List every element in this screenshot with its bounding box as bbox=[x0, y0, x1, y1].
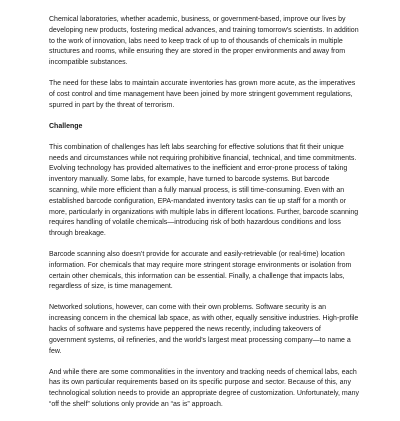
intro-paragraph-1: Chemical laboratories, whether academic, business, or government-based, improve our lives by developing new products, fostering medical advances, and training tomorrow’s scientists. In addition to the work of innovation, labs need to keep track of up to of thousands of chemicals in multiple structures and rooms, while ensuring they are stored in the proper environments and away from incompatible substances. bbox=[49, 16, 359, 67]
intro-paragraph-2: The need for these labs to maintain accurate inventories has grown more acute, as the imperatives of cost control and time management have been joined by more stringent government regulations, spurred in part by the threat of terrorism. bbox=[49, 80, 356, 109]
challenge-paragraph-2: Barcode scanning also doesn’t provide for accurate and easily-retrievable (or real-time) location information. For chemicals that may require more stringent storage environments or isolation from certain other chemicals, this information can be essential. Finally, a challenge that impacts labs, regardless of size, is time management. bbox=[49, 251, 352, 291]
section-heading-challenge: Challenge bbox=[49, 122, 83, 130]
challenge-paragraph-4: And while there are some commonalities in the inventory and tracking needs of chemical labs, each has its own particular requirements based on its specific purpose and sector. Because of this, any technological solution needs to provide an appropriate degree of customization. Unfortunately, many “off the shelf” solutions only provide an “as is” approach. bbox=[49, 368, 360, 409]
document-page bbox=[49, 15, 359, 421]
challenge-paragraph-3: Networked solutions, however, can come with their own problems. Software security is an increasing concern in the chemical lab space, as with other, equally sensitive industries. High-profile hacks of software and systems have peppered the news recently, including takeovers of government systems, oil refineries, and the world’s largest meat processing company—to name a few. bbox=[49, 304, 359, 355]
challenge-paragraph-1: This combination of challenges has left labs searching for effective solutions that fit their unique needs and circumstances while not requiring prohibitive financial, technical, and time commitments. Evolving technology has provided alternatives to the inefficient and error-prone process of taking inventory manually. Some labs, for example, have turned to barcode systems. But barcode scanning, while more efficient than a fully manual process, is still time-consuming. Even with an established barcode configuration, EPA-mandated inventory tasks can tie up staff for a month or more, particularly in organizations with multiple labs in different locations. Further, barcode scanning requires handling of volatile chemicals—introducing risk of both hazardous conditions and loss through breakage. bbox=[49, 143, 359, 238]
